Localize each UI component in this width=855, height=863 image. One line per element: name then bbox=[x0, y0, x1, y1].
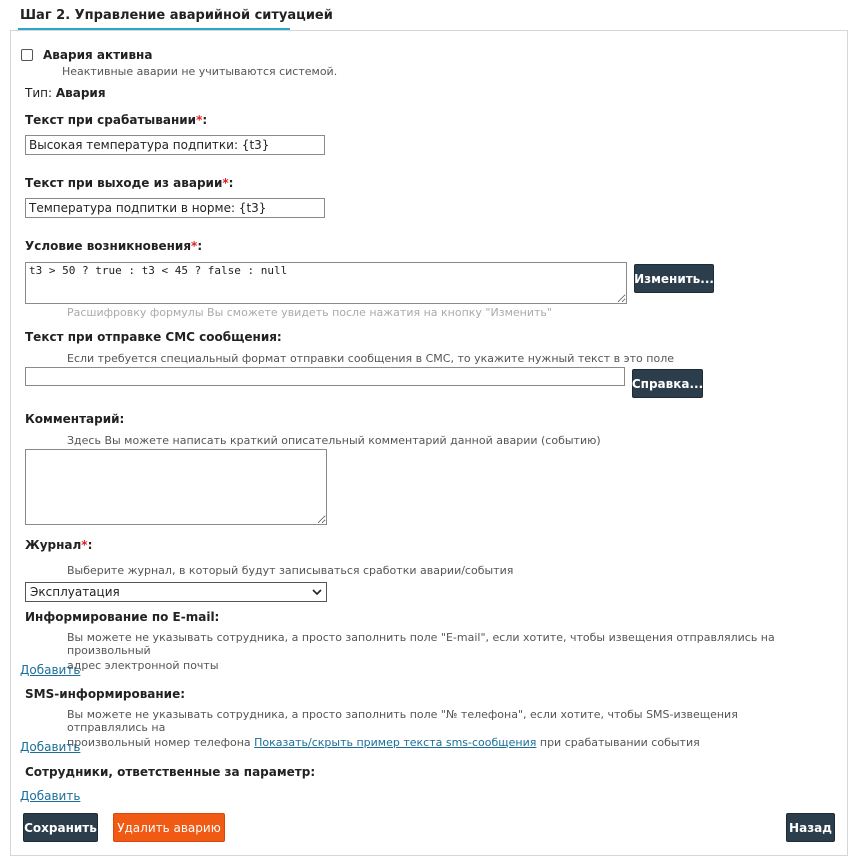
trigger-text-input[interactable] bbox=[25, 135, 325, 155]
exit-text-label bbox=[25, 176, 233, 190]
required-mark: * bbox=[81, 538, 88, 552]
active-checkbox[interactable] bbox=[21, 49, 33, 61]
journal-select[interactable] bbox=[25, 582, 327, 602]
back-button[interactable]: Назад bbox=[786, 813, 835, 842]
type-value: Авария bbox=[55, 86, 106, 100]
page-title: Шаг 2. Управление аварийной ситуацией bbox=[20, 8, 333, 23]
exit-text-label-text: Текст при выходе из аварии bbox=[25, 176, 223, 190]
email-hint bbox=[67, 631, 807, 672]
email-add-link[interactable]: Добавить bbox=[20, 663, 81, 677]
sms-add-link[interactable]: Добавить bbox=[20, 740, 81, 754]
label-colon: : bbox=[87, 538, 93, 552]
required-mark: * bbox=[191, 239, 198, 253]
label-colon: : bbox=[202, 113, 208, 127]
journal-selected-value: Эксплуатация bbox=[30, 585, 120, 599]
chevron-down-icon bbox=[312, 588, 322, 596]
required-mark: * bbox=[222, 176, 229, 190]
sms-text-label: Текст при отправке СМС сообщения: bbox=[25, 330, 282, 344]
change-condition-button[interactable]: Изменить... bbox=[634, 264, 714, 293]
help-button[interactable]: Справка... bbox=[632, 369, 703, 398]
comment-label: Комментарий: bbox=[25, 412, 125, 426]
condition-hint: Расшифровку формулы Вы сможете увидеть после нажатия на кнопку "Изменить" bbox=[67, 306, 552, 319]
email-hint-line1: Вы можете не указывать сотрудника, а просто заполнить поле "E-mail", если хотите, чтобы извещения отправлялись на произвольный bbox=[67, 631, 775, 657]
sms-text-input[interactable] bbox=[25, 367, 625, 386]
sms-example-toggle-link[interactable]: Показать/скрыть пример текста sms-сообщения bbox=[254, 736, 537, 749]
save-button[interactable]: Сохранить bbox=[23, 813, 98, 842]
trigger-text-label bbox=[25, 113, 207, 127]
responsible-add-link[interactable]: Добавить bbox=[20, 789, 81, 803]
responsible-label: Сотрудники, ответственные за параметр: bbox=[25, 765, 316, 779]
journal-label-text: Журнал bbox=[25, 538, 82, 552]
type-row bbox=[25, 86, 106, 100]
email-label: Информирование по E-mail: bbox=[25, 610, 220, 624]
condition-label-text: Условие возникновения bbox=[25, 239, 192, 253]
condition-textarea[interactable] bbox=[25, 262, 627, 304]
email-hint-line2: адрес электронной почты bbox=[67, 659, 219, 672]
trigger-text-label-text: Текст при срабатывании bbox=[25, 113, 197, 127]
label-colon: : bbox=[228, 176, 234, 190]
sms-hint bbox=[67, 708, 807, 749]
exit-text-input[interactable] bbox=[25, 198, 325, 218]
journal-label bbox=[25, 538, 92, 552]
active-label: Авария активна bbox=[43, 48, 153, 62]
required-mark: * bbox=[196, 113, 203, 127]
delete-alarm-button[interactable]: Удалить аварию bbox=[113, 813, 225, 842]
type-prefix: Тип: bbox=[25, 86, 56, 100]
sms-hint-line2-pre: произвольный номер телефона bbox=[67, 736, 255, 749]
comment-textarea[interactable] bbox=[25, 449, 327, 525]
condition-label bbox=[25, 239, 202, 253]
sms-label: SMS-информирование: bbox=[25, 687, 186, 701]
sms-hint-line2-post: при срабатывании события bbox=[536, 736, 700, 749]
label-colon: : bbox=[197, 239, 203, 253]
active-hint: Неактивные аварии не учитываются системой. bbox=[62, 65, 338, 78]
journal-hint: Выберите журнал, в который будут записываться сработки аварии/события bbox=[67, 564, 514, 577]
sms-text-hint: Если требуется специальный формат отправки сообщения в СМС, то укажите нужный текст в это поле bbox=[67, 352, 675, 365]
sms-hint-line1: Вы можете не указывать сотрудника, а просто заполнить поле "№ телефона", если хотите, чтобы SMS-извещения отправлялись на bbox=[67, 708, 738, 734]
comment-hint: Здесь Вы можете написать краткий описательный комментарий данной аварии (событию) bbox=[67, 434, 601, 447]
